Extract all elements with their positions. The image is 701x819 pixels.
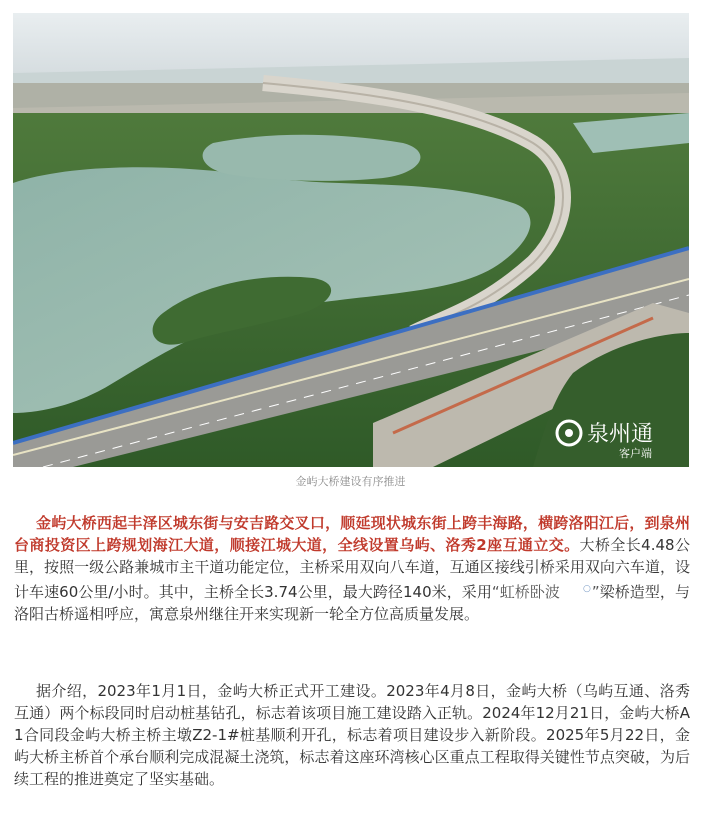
- image-caption: 金屿大桥建设有序推进: [295, 475, 406, 488]
- search-icon[interactable]: ○: [582, 584, 591, 594]
- logo-brand-text: 泉州通: [587, 422, 654, 447]
- logo-subtitle-text: 客户端: [619, 447, 652, 460]
- aerial-bridge-photo: [13, 13, 689, 467]
- search-link-close: ”: [591, 583, 600, 601]
- paragraph-text-b: 梁桥造型，与洛阳古桥遥相呼应，寓意泉州继往开来实现新一轮全方位高质量发展。: [14, 583, 690, 623]
- paragraph-intro: [14, 512, 690, 625]
- brand-logo: [553, 411, 683, 461]
- paragraph-timeline: 据介绍，2023年1月1日，金屿大桥正式开工建设。2023年4月8日，金屿大桥（乌屿互通、洛秀互通）两个标段同时启动桩基钻孔，标志着该项目施工建设踏入正轨。2024年12月21日，金屿大桥A1合同段金屿大桥主桥主墩Z2-1#桩基顺利开孔，标志着项目建设步入新阶段。2025年5月22日，金屿大桥主桥首个承台顺利完成混凝土浇筑，标志着这座环湾核心区重点工程取得关键性节点突破，为后续工程的推进奠定了坚实基础。: [14, 682, 690, 788]
- swirl-logo-icon: [557, 421, 581, 445]
- search-link[interactable]: [492, 583, 600, 601]
- highlighted-summary: 金屿大桥西起丰泽区城东街与安吉路交叉口，顺延现状城东街上跨丰海路，横跨洛阳江后，到泉州台商投资区上跨规划海江大道，顺接江城大道，全线设置乌屿、洛秀2座互通立交。: [14, 514, 690, 554]
- search-link-text[interactable]: “虹桥卧波: [491, 583, 560, 601]
- paragraph-text-a: 大桥全长4.48公里，按照一级公路兼城市主干道功能定位，主桥采用双向八车道，互通区接线引桥采用双向六车道，设计车速60公里/小时。其中，主桥全长3.74公里，最大跨径140米，采用: [14, 536, 690, 601]
